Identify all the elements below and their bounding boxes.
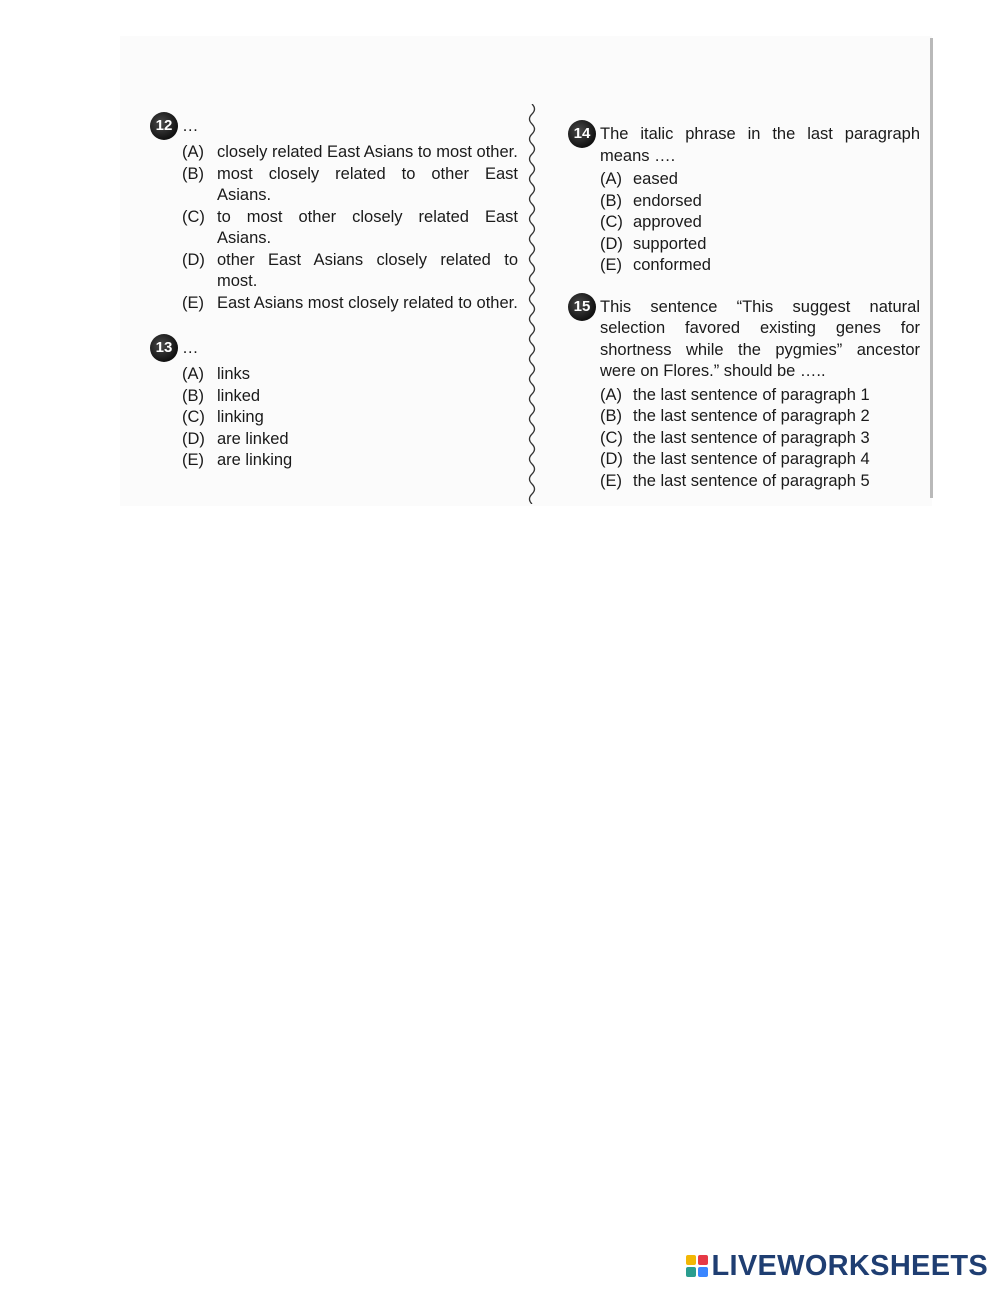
option-text: closely related East Asians to most other.	[217, 143, 518, 161]
option-text: links	[217, 365, 251, 383]
logo-mark-icon	[686, 1255, 708, 1277]
option-d[interactable]	[182, 250, 518, 293]
option-letter: (B)	[182, 164, 204, 183]
question-12	[150, 116, 518, 314]
option-text: are linked	[217, 429, 289, 448]
option-letter: (D)	[182, 429, 205, 448]
question-number-badge: 14	[568, 120, 596, 148]
scan-edge-shadow	[930, 38, 933, 498]
option-text: supported	[633, 234, 707, 253]
option-a[interactable]	[182, 142, 518, 164]
option-list	[568, 385, 920, 493]
question-stem: …	[182, 339, 199, 357]
option-b[interactable]	[600, 406, 920, 428]
question-14	[568, 124, 920, 277]
option-list	[568, 169, 920, 277]
question-stem: The italic phrase in the last paragraph means ….	[600, 125, 920, 165]
option-text: eased	[633, 170, 678, 188]
option-letter: (E)	[182, 451, 204, 469]
option-letter: (A)	[182, 143, 204, 161]
option-e[interactable]	[182, 450, 518, 472]
option-text: the last sentence of paragraph 2	[633, 407, 870, 425]
option-text: to most other closely related East Asians.	[217, 207, 518, 247]
option-letter: (E)	[182, 293, 204, 312]
option-c[interactable]	[600, 428, 920, 450]
option-letter: (E)	[600, 471, 622, 490]
option-letter: (C)	[600, 428, 623, 447]
option-c[interactable]	[182, 207, 518, 250]
option-text: the last sentence of paragraph 5	[633, 471, 870, 490]
option-letter: (C)	[600, 213, 623, 231]
option-text: East Asians most closely related to other.	[217, 293, 518, 312]
logo-tile-icon	[698, 1255, 708, 1265]
question-number-badge: 13	[150, 334, 178, 362]
question-number-badge: 15	[568, 293, 596, 321]
wavy-column-divider	[525, 104, 539, 504]
option-letter: (C)	[182, 207, 205, 226]
option-e[interactable]	[182, 293, 518, 315]
option-text: linking	[217, 408, 264, 426]
option-d[interactable]	[182, 429, 518, 451]
option-letter: (A)	[600, 170, 622, 188]
option-letter: (B)	[600, 407, 622, 425]
option-a[interactable]	[600, 385, 920, 407]
option-b[interactable]	[182, 386, 518, 408]
option-list	[150, 142, 518, 314]
option-text: the last sentence of paragraph 3	[633, 428, 870, 447]
option-letter: (D)	[600, 450, 623, 468]
option-a[interactable]	[182, 364, 518, 386]
logo-tile-icon	[698, 1267, 708, 1277]
option-letter: (C)	[182, 408, 205, 426]
option-text: the last sentence of paragraph 1	[633, 385, 870, 404]
right-column	[568, 124, 920, 508]
logo-tile-icon	[686, 1267, 696, 1277]
option-b[interactable]	[182, 164, 518, 207]
option-letter: (B)	[600, 191, 622, 210]
option-text: conformed	[633, 256, 711, 274]
option-a[interactable]	[600, 169, 920, 191]
option-d[interactable]	[600, 449, 920, 471]
option-c[interactable]	[600, 212, 920, 234]
liveworksheets-logo[interactable]	[686, 1252, 989, 1280]
option-b[interactable]	[600, 191, 920, 213]
logo-tile-icon	[686, 1255, 696, 1265]
question-stem: …	[182, 117, 199, 135]
option-text: approved	[633, 213, 702, 231]
question-stem: This sentence “This suggest natural selection favored existing genes for shortness while the pygmies” ancestor were on Flores.” should be …..	[600, 297, 920, 380]
option-text: most closely related to other East Asians.	[217, 164, 518, 204]
left-column	[150, 116, 518, 488]
option-text: are linking	[217, 451, 293, 469]
option-c[interactable]	[182, 407, 518, 429]
question-13	[150, 338, 518, 472]
option-letter: (E)	[600, 256, 622, 274]
question-15	[568, 297, 920, 493]
option-text: endorsed	[633, 191, 702, 210]
option-letter: (D)	[600, 234, 623, 253]
option-text: linked	[217, 386, 261, 405]
option-letter: (A)	[182, 365, 204, 383]
option-e[interactable]	[600, 255, 920, 277]
option-letter: (D)	[182, 250, 205, 269]
question-number-badge: 12	[150, 112, 178, 140]
option-text: the last sentence of paragraph 4	[633, 450, 870, 468]
option-d[interactable]	[600, 234, 920, 256]
option-letter: (A)	[600, 385, 622, 404]
option-list	[150, 364, 518, 472]
option-text: other East Asians closely related to most.	[217, 250, 518, 290]
logo-text: LIVEWORKSHEETS	[711, 1250, 988, 1282]
option-e[interactable]	[600, 471, 920, 493]
option-letter: (B)	[182, 386, 204, 405]
